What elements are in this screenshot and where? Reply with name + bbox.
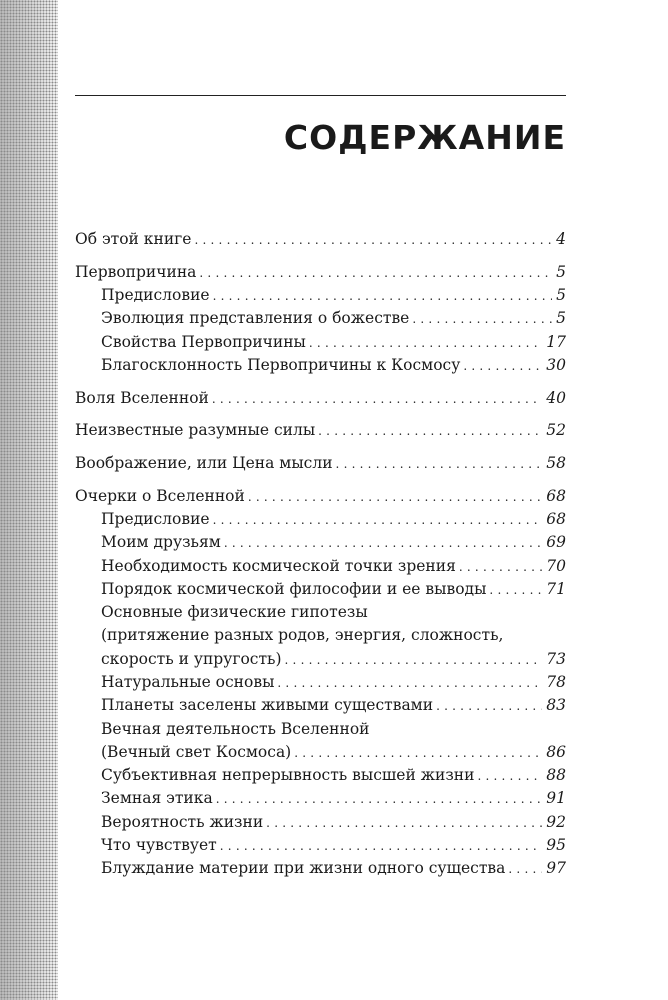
toc-entry-cause-evolution[interactable]: [75, 307, 566, 330]
toc-entry-title-line: скорость и упругость): [101, 649, 282, 668]
top-rule: [75, 95, 566, 96]
toc-entry-cause-preface[interactable]: [75, 284, 566, 307]
dot-leader: [212, 387, 542, 411]
dot-leader: [213, 284, 553, 308]
toc-entry-title: Эволюция представления о божестве: [101, 309, 410, 328]
toc-entry-title: Планеты заселены живыми существами: [101, 696, 434, 715]
toc-entry-title: Первопричина: [75, 262, 197, 281]
dot-leader: [309, 331, 542, 355]
toc-entry-title: Неизвестные разумные силы: [75, 421, 316, 440]
table-of-contents: [75, 228, 566, 881]
toc-page-number: 73: [546, 649, 566, 668]
toc-page-number: 78: [546, 673, 566, 691]
dot-leader: [199, 261, 552, 285]
dot-leader: [224, 531, 542, 555]
toc-entry-will[interactable]: [75, 387, 566, 410]
dot-leader: [412, 307, 552, 331]
dot-leader: [294, 741, 542, 765]
toc-entry-title-line: Вечная деятельность Вселенной: [101, 719, 370, 738]
toc-page-number: 58: [546, 453, 566, 472]
toc-page-number: 97: [546, 859, 566, 878]
toc-entry-essays-friends[interactable]: [75, 531, 566, 554]
toc-page-number: 68: [546, 509, 566, 528]
toc-page-number: 30: [546, 355, 566, 374]
toc-page-number: 17: [546, 332, 566, 351]
dot-leader: [194, 228, 552, 252]
toc-entry-title: Об этой книге: [75, 230, 192, 248]
toc-entry-about[interactable]: [75, 228, 566, 251]
toc-entry-essays[interactable]: [75, 485, 566, 508]
toc-entry-title: Необходимость космической точки зрения: [101, 556, 456, 575]
toc-page-number: 5: [556, 262, 566, 281]
toc-entry-title: Предисловие: [101, 509, 210, 528]
toc-entry-title: Благосклонность Первопричины к Космосу: [101, 355, 461, 374]
toc-entry-title: Воображение, или Цена мысли: [75, 453, 333, 472]
toc-entry-cause-favor[interactable]: [75, 354, 566, 377]
toc-page-number: 5: [556, 285, 566, 304]
toc-entry-title: Вероятность жизни: [101, 812, 264, 831]
toc-page-number: 91: [546, 789, 566, 808]
toc-entry-essays-natural[interactable]: [75, 671, 566, 694]
toc-entry-title: Натуральные основы: [101, 673, 275, 691]
toc-page-number: 52: [546, 421, 566, 440]
toc-entry-imagination[interactable]: [75, 452, 566, 475]
dot-leader: [266, 811, 542, 835]
dot-leader: [436, 694, 542, 718]
toc-entry-cause[interactable]: [75, 261, 566, 284]
toc-entry-title: Порядок космической философии и ее выводы: [101, 579, 487, 598]
toc-entry-title: Блуждание материи при жизни одного существа: [101, 859, 506, 878]
toc-entry-essays-continuity[interactable]: [75, 764, 566, 787]
toc-entry-essays-hypotheses[interactable]: [75, 601, 566, 671]
toc-page-number: 70: [546, 556, 566, 575]
dot-leader: [213, 508, 543, 532]
dot-leader: [285, 648, 543, 672]
toc-page-number: 4: [556, 230, 566, 248]
toc-entry-title: Субъективная непрерывность высшей жизни: [101, 766, 475, 785]
dot-leader: [248, 485, 542, 509]
toc-entry-essays-feels[interactable]: [75, 834, 566, 857]
toc-entry-essays-planets[interactable]: [75, 694, 566, 717]
toc-page-number: 71: [546, 579, 566, 598]
toc-page-number: 86: [546, 742, 566, 761]
toc-page-number: 5: [556, 309, 566, 328]
toc-entry-essays-activity[interactable]: [75, 718, 566, 765]
toc-entry-essays-preface[interactable]: [75, 508, 566, 531]
toc-entry-title: Моим друзьям: [101, 533, 221, 552]
dot-leader: [508, 857, 542, 881]
toc-entry-title: Предисловие: [101, 285, 210, 304]
toc-entry-essays-order[interactable]: [75, 578, 566, 601]
toc-entry-cause-properties[interactable]: [75, 331, 566, 354]
dot-leader: [336, 452, 543, 476]
toc-page-number: 40: [546, 388, 566, 407]
dot-leader: [463, 354, 542, 378]
toc-entry-title: Земная этика: [101, 789, 213, 808]
halftone-edge: [0, 0, 58, 1000]
toc-page-number: 88: [546, 766, 566, 785]
dot-leader: [477, 764, 542, 788]
dot-leader: [220, 834, 543, 858]
toc-entry-title: Очерки о Вселенной: [75, 486, 245, 505]
toc-entry-title-line: Основные физические гипотезы: [101, 603, 368, 622]
dot-leader: [277, 671, 542, 695]
toc-entry-title: Что чувствует: [101, 836, 217, 855]
toc-page-number: 68: [546, 486, 566, 505]
toc-entry-unknown-forces[interactable]: [75, 419, 566, 442]
dot-leader: [489, 578, 542, 602]
toc-page-number: 69: [546, 533, 566, 552]
toc-entry-title: Свойства Первопричины: [101, 332, 306, 351]
toc-entry-essays-probability[interactable]: [75, 811, 566, 834]
toc-page-number: 95: [546, 836, 566, 855]
dot-leader: [318, 419, 542, 443]
toc-entry-title-line: (Вечный свет Космоса): [101, 742, 292, 761]
page-title: СОДЕРЖАНИЕ: [283, 118, 566, 157]
toc-entry-essays-ethics[interactable]: [75, 787, 566, 810]
toc-page-number: 92: [546, 812, 566, 831]
toc-entry-title-line: (притяжение разных родов, энергия, сложность,: [101, 626, 504, 645]
toc-entry-title: Воля Вселенной: [75, 388, 209, 407]
toc-page-number: 83: [546, 696, 566, 715]
dot-leader: [216, 787, 543, 811]
dot-leader: [459, 555, 542, 579]
toc-entry-essays-viewpoint[interactable]: [75, 555, 566, 578]
toc-entry-essays-wandering[interactable]: [75, 857, 566, 880]
